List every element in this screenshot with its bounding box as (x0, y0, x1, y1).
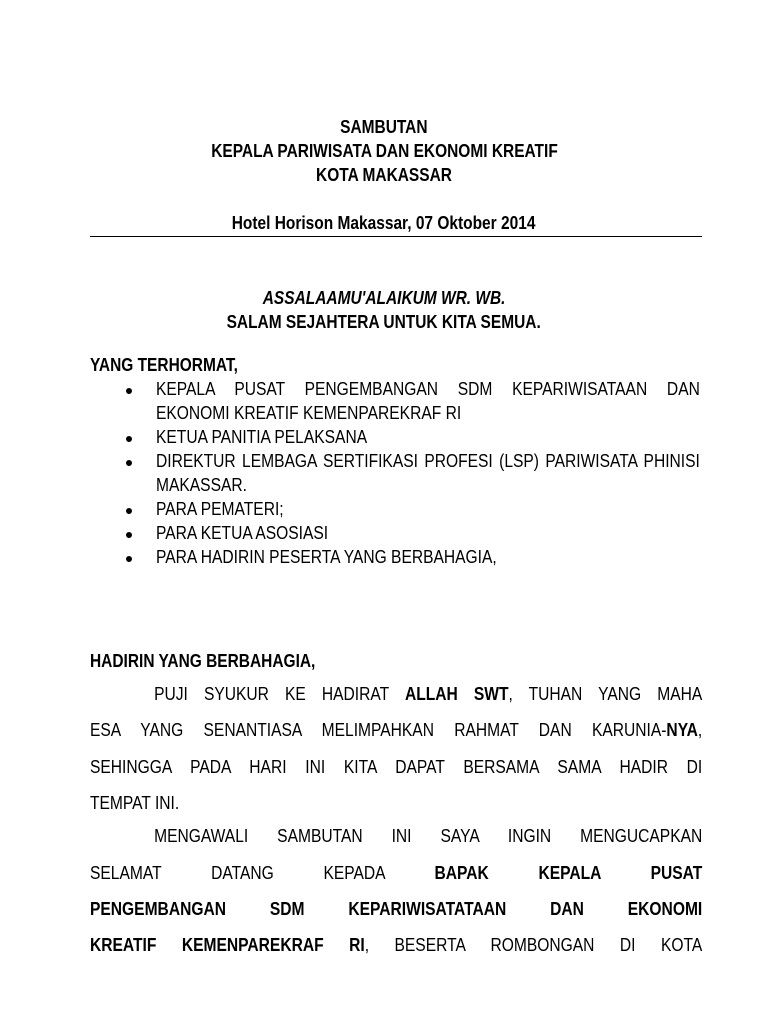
bullet-icon (126, 508, 132, 514)
paragraph-1-l3 (90, 749, 702, 785)
bullet-icon (126, 388, 132, 394)
paragraph-1-l2 (90, 712, 702, 748)
paragraph-1 (90, 676, 702, 712)
bullet-icon (126, 460, 132, 466)
paragraph-1-line-4: TEMPAT INI. (90, 793, 180, 813)
greeting-line-2: SALAM SEJAHTERA UNTUK KITA SEMUA. (226, 312, 542, 332)
list-item (90, 545, 702, 569)
section-heading: HADIRIN YANG BERBAHAGIA, (90, 651, 316, 671)
addressee-heading: YANG TERHORMAT, (90, 355, 238, 375)
venue-date: Hotel Horison Makassar, 07 Oktober 2014 (232, 213, 536, 233)
addressee-text: KEPALA PUSAT PENGEMBANGAN SDM KEPARIWISATAAN DAN EKONOMI KREATIF KEMENPAREKRAF RI (156, 379, 700, 423)
list-item (90, 449, 702, 497)
addressee-text: PARA HADIRIN PESERTA YANG BERBAHAGIA, (156, 547, 497, 567)
title-divider (90, 236, 702, 237)
paragraph-2-l3 (90, 891, 702, 927)
paragraph-2-line-4: KREATIF KEMENPAREKRAF RI, BESERTA ROMBONGAN DI KOTA (90, 935, 703, 955)
list-item (90, 521, 702, 545)
list-item (90, 377, 702, 425)
title-line-2: KEPALA PARIWISATA DAN EKONOMI KREATIF (210, 141, 558, 161)
bullet-icon (126, 436, 132, 442)
addressee-text: DIREKTUR LEMBAGA SERTIFIKASI PROFESI (LSP) PARIWISATA PHINISI MAKASSAR. (156, 451, 700, 495)
paragraph-1-line-2: ESA YANG SENANTIASA MELIMPAHKAN RAHMAT DAN KARUNIA-NYA, (90, 720, 703, 740)
addressee-text: PARA KETUA ASOSIASI (156, 523, 329, 543)
paragraph-2 (90, 818, 702, 854)
addressee-text: KETUA PANITIA PELAKSANA (156, 427, 368, 447)
list-item (90, 425, 702, 449)
title-line-3: KOTA MAKASSAR (316, 165, 452, 185)
paragraph-1-line-3: SEHINGGA PADA HARI INI KITA DAPAT BERSAMA SAMA HADIR DI (90, 757, 703, 777)
bullet-icon (126, 532, 132, 538)
addressee-text: PARA PEMATERI; (156, 499, 284, 519)
paragraph-2-line-2: SELAMAT DATANG KEPADA BAPAK KEPALA PUSAT (90, 863, 703, 883)
title-line-1: SAMBUTAN (340, 117, 428, 137)
paragraph-2-line-1: MENGAWALI SAMBUTAN INI SAYA INGIN MENGUCAPKAN (154, 826, 703, 846)
paragraph-2-line-3: PENGEMBANGAN SDM KEPARIWISATATAAN DAN EKONOMI (90, 899, 703, 919)
paragraph-1-line-1: PUJI SYUKUR KE HADIRAT ALLAH SWT, TUHAN YANG MAHA (154, 684, 703, 704)
bullet-icon (126, 556, 132, 562)
greeting-line-1: ASSALAAMU'ALAIKUM WR. WB. (262, 288, 506, 308)
list-item (90, 497, 702, 521)
paragraph-1-l4 (90, 785, 702, 821)
paragraph-2-l4 (90, 927, 702, 963)
addressee-list (90, 377, 702, 569)
paragraph-2-l2 (90, 855, 702, 891)
